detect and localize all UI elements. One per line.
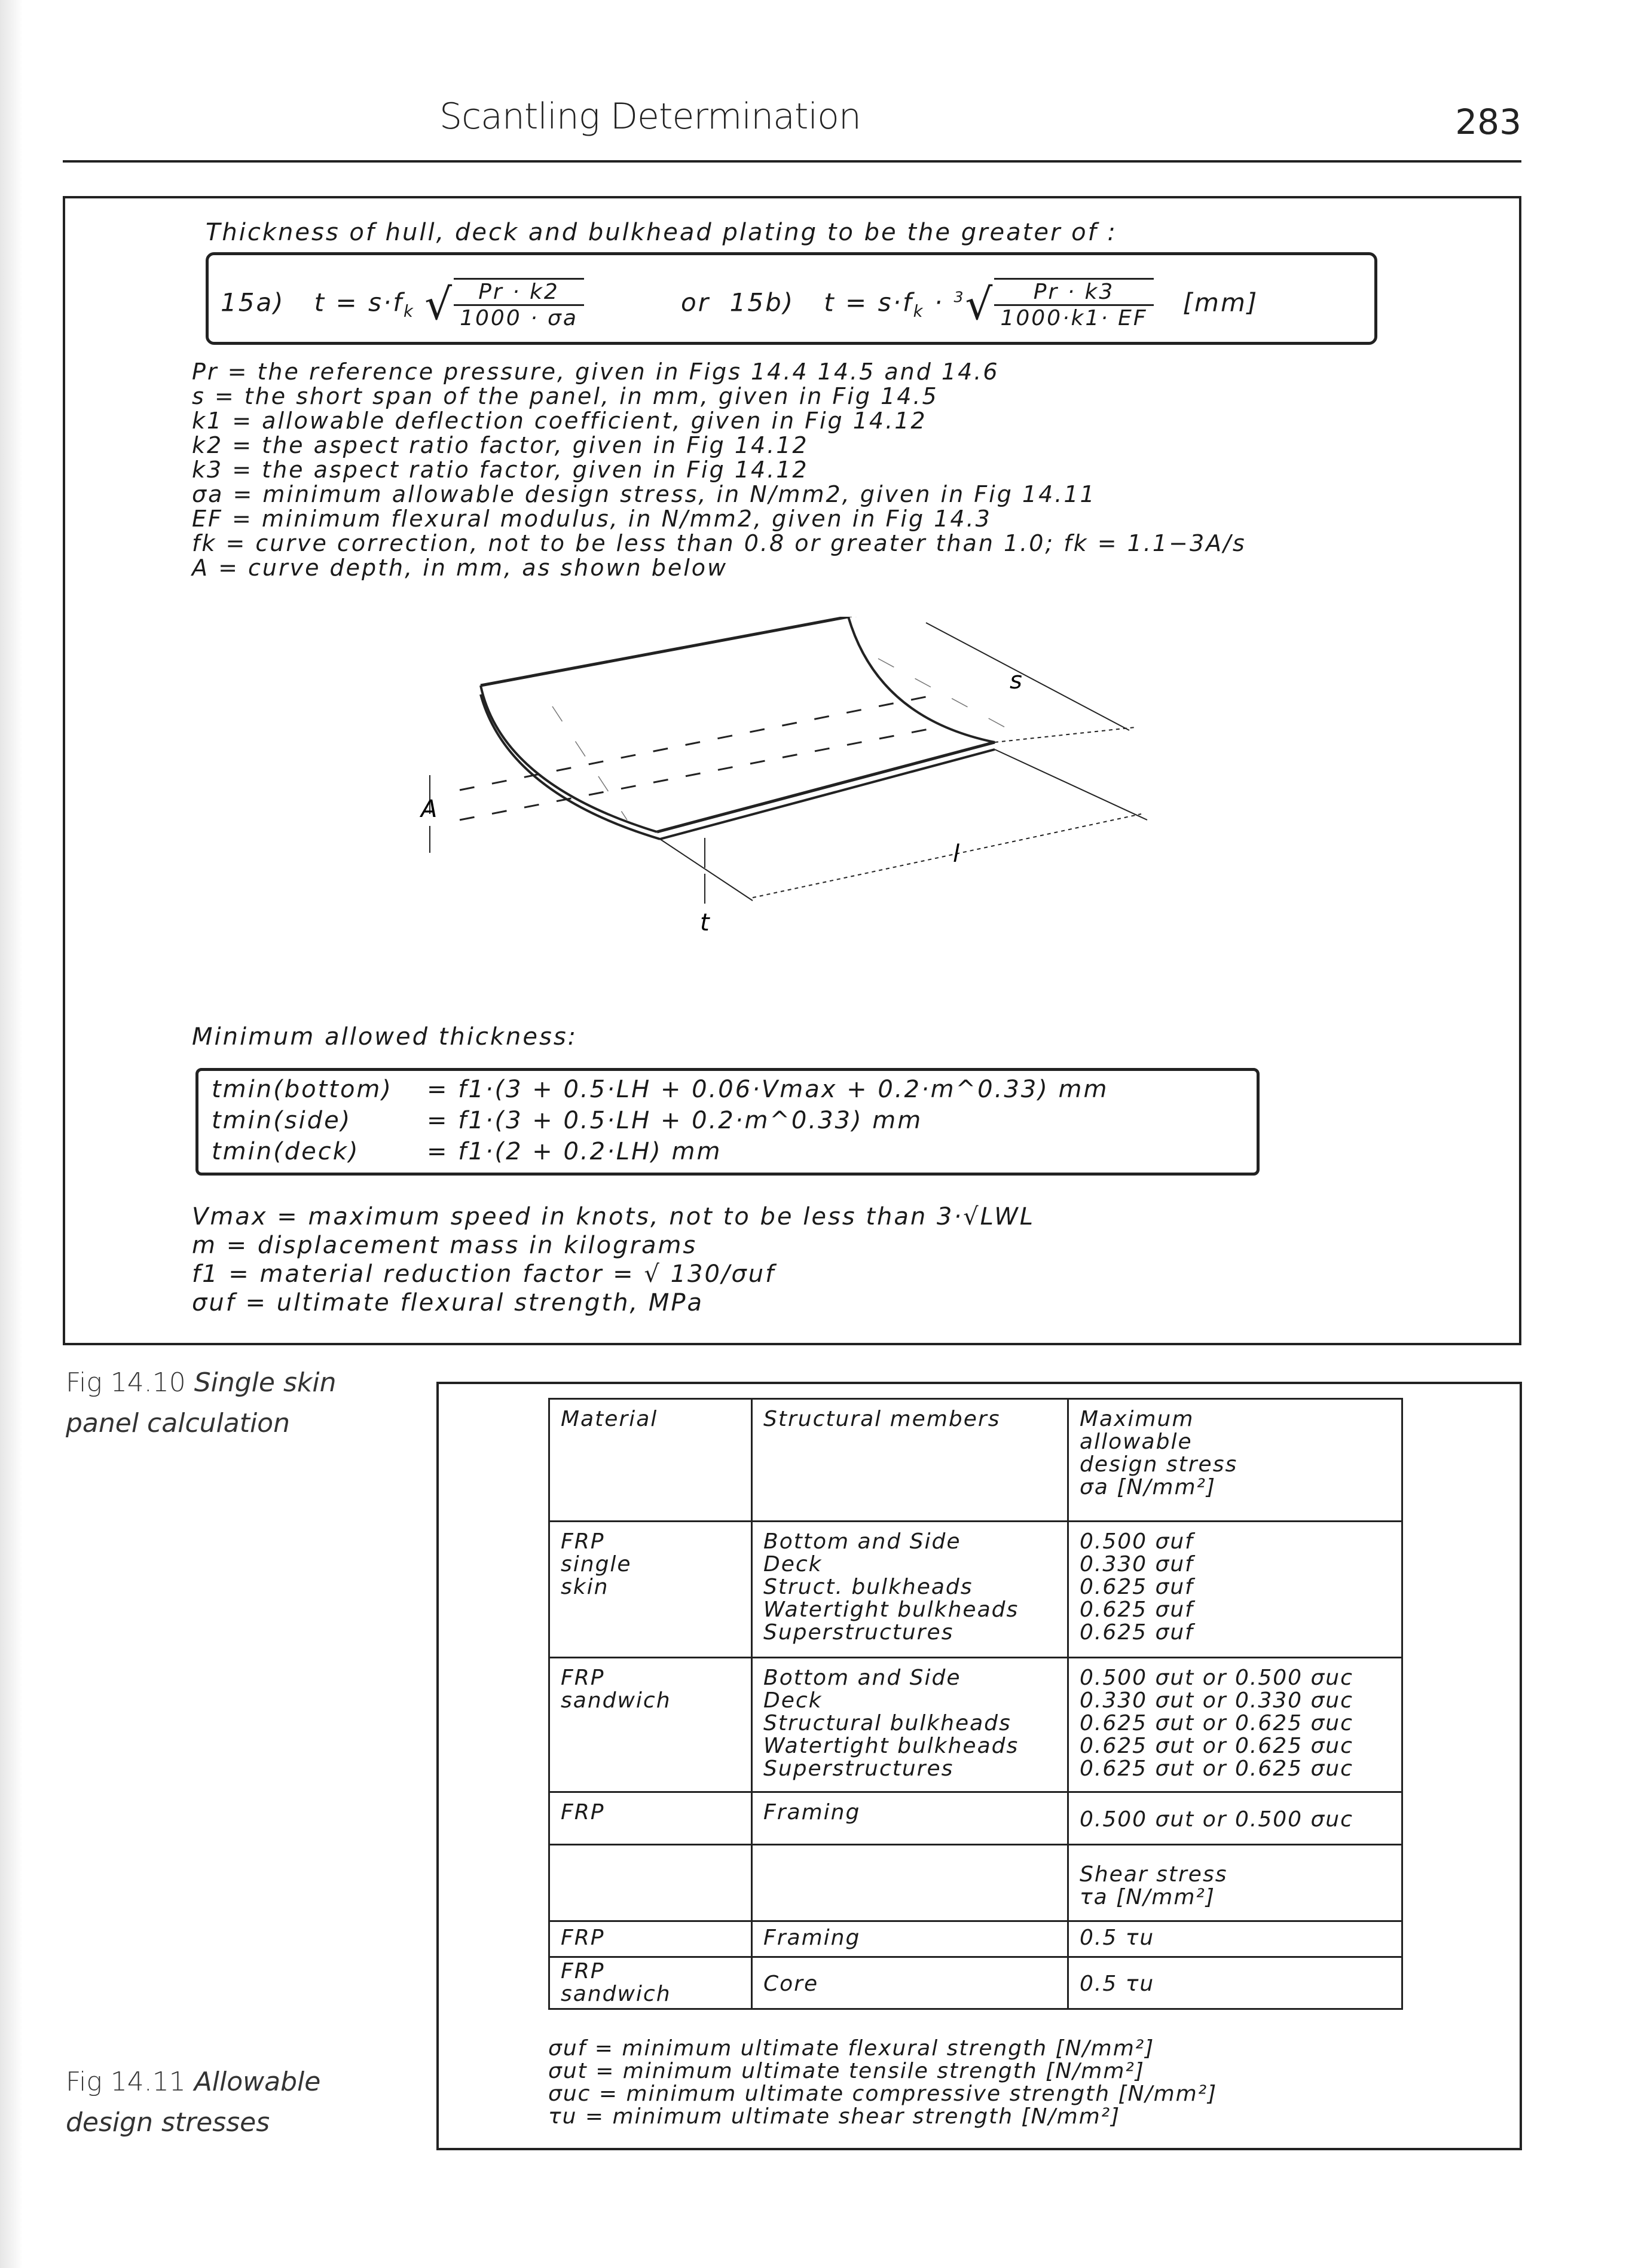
cell-values: 0.5 τu bbox=[1068, 1921, 1402, 1957]
definition-k3: k3 = the aspect ratio factor, given in Fig 14.12 bbox=[192, 457, 809, 483]
cell-line: 0.625 σuf bbox=[1080, 1597, 1194, 1622]
legend-tau-u: τu = minimum ultimate shear strength [N/mm²] bbox=[548, 2104, 1121, 2129]
cell-values: 0.5 τu bbox=[1068, 1957, 1402, 2009]
cell-line: FRP bbox=[561, 1529, 605, 1554]
tmin-bottom-label: tmin(bottom) bbox=[212, 1076, 393, 1103]
caption-title-2: design stresses bbox=[66, 2107, 270, 2138]
table-shear-header-row bbox=[549, 1845, 1402, 1921]
formula-15a-lhs: t = s·f bbox=[314, 287, 404, 317]
square-root-symbol: √ bbox=[424, 279, 454, 329]
caption-number: Fig 14.11 bbox=[66, 2067, 186, 2097]
cell-line: Deck bbox=[763, 1688, 823, 1713]
curve-depth-a-label: A bbox=[421, 795, 438, 823]
cell-members: Core bbox=[752, 1957, 1068, 2009]
cell-members bbox=[752, 1522, 1068, 1658]
cell-line: Watertight bulkheads bbox=[763, 1734, 1019, 1758]
cell-members: Framing bbox=[752, 1921, 1068, 1957]
thickness-t-label: t bbox=[700, 909, 710, 936]
tmin-bottom-row bbox=[212, 1076, 1108, 1103]
cell-line: Bottom and Side bbox=[763, 1529, 961, 1554]
formula-15b-lhs: t = s·f bbox=[824, 287, 913, 317]
header-material: Material bbox=[549, 1399, 752, 1522]
figure-14-10-caption bbox=[66, 1363, 336, 1444]
definition-pr: Pr = the reference pressure, given in Figs 14.4 14.5 and 14.6 bbox=[192, 359, 1000, 385]
formula-15a-radicand bbox=[454, 278, 584, 330]
cell-line: Superstructures bbox=[763, 1756, 954, 1781]
tmin-deck-row bbox=[212, 1138, 722, 1165]
caption-title-1: Allowable bbox=[194, 2067, 321, 2097]
plating-intro-text: Thickness of hull, deck and bulkhead plating to be the greater of : bbox=[206, 219, 1117, 246]
min-thickness-formula-box bbox=[195, 1068, 1260, 1176]
legend-sigma-ut: σut = minimum ultimate tensile strength [N/mm²] bbox=[548, 2059, 1145, 2083]
cell-line: Superstructures bbox=[763, 1620, 954, 1645]
definition-s: s = the short span of the panel, in mm, given in Fig 14.5 bbox=[192, 383, 939, 409]
tmin-side-formula: = f1·(3 + 0.5·LH + 0.2·m^0.33) mm bbox=[427, 1107, 923, 1134]
cell-line: 0.625 σut or 0.625 σuc bbox=[1080, 1756, 1353, 1781]
formula-unit: [mm] bbox=[1182, 287, 1259, 317]
formula-15a-numerator: Pr · k2 bbox=[454, 280, 584, 306]
cell-line: sandwich bbox=[561, 1982, 671, 2006]
definition-sigma-a: σa = minimum allowable design stress, in N/mm2, given in Fig 14.11 bbox=[192, 481, 1096, 507]
header-rule bbox=[63, 160, 1521, 163]
running-head: Scantling Determination bbox=[439, 96, 861, 137]
curved-panel-diagram bbox=[388, 617, 1225, 1005]
formula-15b-fraction bbox=[994, 280, 1153, 330]
cell-line: skin bbox=[561, 1575, 609, 1599]
formula-15a-label: 15a) bbox=[221, 287, 285, 317]
cell-material: FRP bbox=[549, 1921, 752, 1957]
tmin-deck-label: tmin(deck) bbox=[212, 1138, 360, 1165]
caption-title-1: Single skin bbox=[194, 1367, 337, 1398]
note-vmax: Vmax = maximum speed in knots, not to be less than 3·√LWL bbox=[192, 1203, 1035, 1231]
cell-members bbox=[752, 1658, 1068, 1792]
cell-values: 0.500 σut or 0.500 σuc bbox=[1068, 1792, 1402, 1845]
formula-15b-numerator: Pr · k3 bbox=[994, 280, 1153, 306]
formula-15b: or 15b) $t = s\cdot f_k \cdot ^3√$ $\frac{Pr \cdot k3}{1000\cdot k1\cdot EF}$ [mm] bbox=[681, 279, 1259, 330]
formula-15b-label: 15b) bbox=[729, 287, 795, 317]
header-structural-members: Structural members bbox=[752, 1399, 1068, 1522]
legend-sigma-uc: σuc = minimum ultimate compressive strength [N/mm²] bbox=[548, 2082, 1218, 2106]
cell-line: 0.500 σuf bbox=[1080, 1529, 1194, 1554]
cell-line: 0.500 σut or 0.500 σuc bbox=[1080, 1666, 1353, 1690]
tmin-side-label: tmin(side) bbox=[212, 1107, 352, 1134]
cell-values bbox=[1068, 1522, 1402, 1658]
header-shear-stress bbox=[1068, 1845, 1402, 1921]
caption-title-2: panel calculation bbox=[66, 1408, 290, 1438]
min-thickness-notes bbox=[192, 1202, 1035, 1317]
definition-fk: fk = curve correction, not to be less than 0.8 or greater than 1.0; fk = 1.1−3A/s bbox=[192, 530, 1246, 556]
cell-material bbox=[549, 1658, 752, 1792]
page-gutter-shadow bbox=[0, 0, 23, 2268]
cell-line: FRP bbox=[561, 1959, 605, 1984]
cell-line: Structural bulkheads bbox=[763, 1711, 1011, 1736]
cell-line: 0.625 σut or 0.625 σuc bbox=[1080, 1734, 1353, 1758]
formula-15a bbox=[221, 278, 584, 330]
fk-subscript-b: k bbox=[913, 302, 925, 321]
formula-15a-denominator: 1000 · σa bbox=[460, 306, 578, 330]
cell-line: 0.330 σuf bbox=[1080, 1552, 1194, 1577]
definition-k2: k2 = the aspect ratio factor, given in Fig 14.12 bbox=[192, 432, 809, 458]
table-row-frp-single-skin bbox=[549, 1522, 1402, 1658]
note-f1: f1 = material reduction factor = √ 130/σuf bbox=[192, 1260, 776, 1288]
cell-line: Bottom and Side bbox=[763, 1666, 961, 1690]
page-number: 283 bbox=[1455, 102, 1521, 142]
table-row-frp-sandwich bbox=[549, 1658, 1402, 1792]
header-line: τa [N/mm²] bbox=[1080, 1885, 1215, 1909]
formula-15b-denominator: 1000·k1· EF bbox=[1000, 306, 1148, 330]
cell-line: Watertight bulkheads bbox=[763, 1597, 1019, 1622]
header-line: Maximum bbox=[1080, 1407, 1194, 1431]
cell-line: 0.625 σuf bbox=[1080, 1575, 1194, 1599]
cell-values bbox=[1068, 1658, 1402, 1792]
header-line: design stress bbox=[1080, 1452, 1238, 1477]
header-line: Shear stress bbox=[1080, 1862, 1228, 1887]
allowable-stress-table bbox=[548, 1398, 1403, 2010]
symbol-definitions bbox=[192, 360, 1246, 580]
cell-line: Struct. bulkheads bbox=[763, 1575, 973, 1599]
figure-14-11-caption bbox=[66, 2062, 320, 2143]
stress-symbol-legend bbox=[548, 2037, 1217, 2128]
header-max-stress bbox=[1068, 1399, 1402, 1522]
cell-line: sandwich bbox=[561, 1688, 671, 1713]
thickness-formula-box bbox=[206, 252, 1377, 345]
figure-14-10-box bbox=[63, 196, 1521, 1345]
tmin-bottom-formula: = f1·(3 + 0.5·LH + 0.06·Vmax + 0.2·m^0.33) mm bbox=[427, 1076, 1109, 1103]
cell-material bbox=[549, 1522, 752, 1658]
min-thickness-title: Minimum allowed thickness: bbox=[192, 1023, 578, 1051]
span-s-label: s bbox=[1010, 667, 1022, 694]
table-row-shear-frp-framing bbox=[549, 1921, 1402, 1957]
header-line: σa [N/mm²] bbox=[1080, 1475, 1217, 1499]
cell-material bbox=[549, 1957, 752, 2009]
caption-number: Fig 14.10 bbox=[66, 1367, 186, 1398]
cell-empty bbox=[752, 1845, 1068, 1921]
fk-subscript: k bbox=[404, 302, 415, 321]
cell-empty bbox=[549, 1845, 752, 1921]
formula-15b-radicand bbox=[994, 278, 1153, 330]
length-l-label: l bbox=[953, 840, 960, 868]
cell-members: Framing bbox=[752, 1792, 1068, 1845]
cube-root-symbol: √ bbox=[965, 279, 995, 329]
cell-line: single bbox=[561, 1552, 632, 1577]
cell-line: FRP bbox=[561, 1666, 605, 1690]
header-line: allowable bbox=[1080, 1430, 1193, 1454]
cell-line: 0.625 σuf bbox=[1080, 1620, 1194, 1645]
cell-material: FRP bbox=[549, 1792, 752, 1845]
formula-or: or bbox=[681, 287, 710, 317]
table-row-frp-framing bbox=[549, 1792, 1402, 1845]
note-sigma-uf: σuf = ultimate flexural strength, MPa bbox=[192, 1289, 704, 1317]
figure-14-11-box bbox=[436, 1382, 1522, 2150]
definition-a: A = curve depth, in mm, as shown below bbox=[192, 555, 728, 581]
cell-line: 0.625 σut or 0.625 σuc bbox=[1080, 1711, 1353, 1736]
tmin-deck-formula: = f1·(2 + 0.2·LH) mm bbox=[427, 1138, 722, 1165]
cell-line: 0.330 σut or 0.330 σuc bbox=[1080, 1688, 1353, 1713]
formula-15a-fraction bbox=[454, 280, 584, 330]
cube-root-index: 3 bbox=[953, 288, 965, 306]
table-row-shear-frp-sandwich-core bbox=[549, 1957, 1402, 2009]
table-header-row bbox=[549, 1399, 1402, 1522]
definition-ef: EF = minimum flexural modulus, in N/mm2, given in Fig 14.3 bbox=[192, 506, 992, 532]
legend-sigma-uf: σuf = minimum ultimate flexural strength [N/mm²] bbox=[548, 2036, 1155, 2061]
cell-line: Deck bbox=[763, 1552, 823, 1577]
note-m: m = displacement mass in kilograms bbox=[192, 1232, 698, 1259]
definition-k1: k1 = allowable deflection coefficient, given in Fig 14.12 bbox=[192, 408, 927, 434]
tmin-side-row bbox=[212, 1107, 922, 1134]
